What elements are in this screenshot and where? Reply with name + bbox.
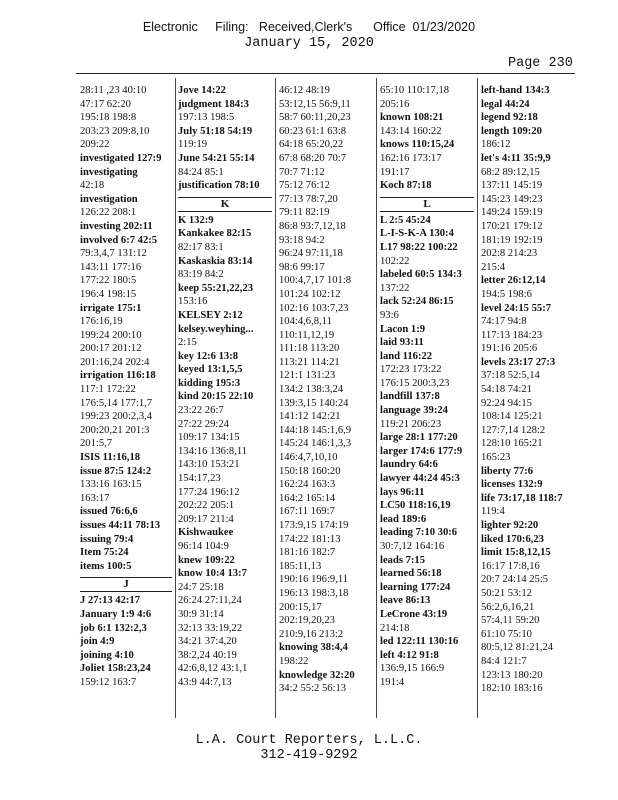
index-headword: keyed 13:1,5,5 [178, 364, 243, 376]
filing-stamp: Electronic Filing: Received,Clerk's Office 01/23/2020 [142, 20, 476, 34]
index-page-refs: 57:4,11 59:20 [481, 615, 540, 627]
index-page-refs: 143:11 177:16 [80, 261, 142, 273]
index-page-refs: 42:6,8,12 43:1,1 [178, 663, 248, 675]
index-page-refs: 199:23 200:2,3,4 [80, 411, 153, 423]
index-page-refs: 102:16 103:7,23 [279, 302, 349, 314]
index-column-1 [80, 84, 172, 690]
index-page-refs: 34:2 55:2 56:13 [279, 683, 347, 695]
index-headword: life 73:17,18 118:7 [481, 492, 563, 504]
index-page-refs: 101:24 102:12 [279, 288, 341, 300]
index-page-refs: 181:16 182:7 [279, 547, 336, 559]
index-page-refs: 119:4 [481, 506, 505, 518]
index-headword: investigating [80, 166, 138, 178]
index-page-refs: 198:22 [279, 655, 309, 667]
section-letter: K [178, 197, 272, 212]
index-page-refs: 165:23 [481, 452, 511, 464]
index-page-refs: 196:4 198:15 [80, 288, 137, 300]
index-page-refs: 191:17 [380, 166, 410, 178]
index-headword: language 39:24 [380, 405, 448, 417]
index-headword: LC50 118:16,19 [380, 500, 451, 512]
index-page-refs: 79:11 82:19 [279, 207, 330, 219]
index-page-refs: 58:7 60:11,20,23 [279, 112, 351, 124]
index-page-refs: 42:18 [80, 180, 105, 192]
index-page-refs: 137:22 [380, 282, 410, 294]
index-headword: land 116:22 [380, 350, 433, 362]
index-headword: January 1:9 4:6 [80, 608, 152, 620]
index-page-refs: 181:19 192:19 [481, 234, 543, 246]
index-page-refs: 119:19 [178, 139, 208, 151]
index-page-refs: 137:11 145:19 [481, 180, 543, 192]
index-page-refs: 145:24 146:1,3,3 [279, 438, 352, 450]
index-page-refs: 176:5,14 177:1,7 [80, 397, 153, 409]
index-headword: leading 7:10 30:6 [380, 527, 458, 539]
index-page-refs: 214:18 [380, 622, 410, 634]
index-page-refs: 127:7,14 128:2 [481, 424, 546, 436]
index-page-refs: 126:22 208:1 [80, 207, 137, 219]
index-page-refs: 146:4,7,10,10 [279, 452, 338, 464]
index-headword: limit 15:8,12,15 [481, 547, 551, 559]
index-page-refs: 203:23 209:8,10 [80, 125, 150, 137]
index-page-refs: 117:13 184:23 [481, 329, 543, 341]
column-divider [275, 78, 276, 718]
index-page-refs: 200:20,21 201:3 [80, 424, 150, 436]
index-headword: liberty 77:6 [481, 465, 534, 477]
index-page-refs: 205:16 [380, 98, 410, 110]
index-headword: let's 4:11 35:9,9 [481, 152, 551, 164]
index-page-refs: 134:2 138:3,24 [279, 384, 344, 396]
index-page-refs: 117:1 172:22 [80, 384, 136, 396]
index-page-refs: 24:7 25:18 [178, 581, 224, 593]
index-page-refs: 53:12,15 56:9,11 [279, 98, 351, 110]
index-headword: legend 92:18 [481, 112, 538, 124]
index-headword: June 54:21 55:14 [178, 152, 255, 164]
index-page-refs: 210:9,16 213:2 [279, 628, 344, 640]
index-headword: irrigate 175:1 [80, 302, 142, 314]
index-headword: job 6:1 132:2,3 [80, 622, 147, 634]
index-page-refs: 177:24 196:12 [178, 486, 240, 498]
index-headword: Lacon 1:9 [380, 323, 426, 335]
deposition-date: January 15, 2020 [244, 36, 374, 51]
index-headword: L-I-S-K-A 130:4 [380, 228, 454, 240]
index-page-refs: 121:1 131:23 [279, 370, 336, 382]
index-page-refs: 182:10 183:16 [481, 683, 543, 695]
index-page-refs: 191:16 205:6 [481, 343, 538, 355]
section-letter: L [380, 197, 474, 212]
index-column-4 [380, 84, 474, 690]
index-headword: led 122:11 130:16 [380, 636, 459, 648]
index-column-5 [481, 84, 577, 696]
index-page-refs: 170:21 179:12 [481, 220, 543, 232]
index-headword: liked 170:6,23 [481, 533, 544, 545]
index-headword: laid 93:11 [380, 337, 424, 349]
index-page-refs: 77:13 78:7,20 [279, 193, 338, 205]
index-headword: kelsey.weyhing... [178, 323, 254, 335]
index-page-refs: 119:21 206:23 [380, 418, 442, 430]
index-page-refs: 16:17 17:8,16 [481, 560, 540, 572]
index-page-refs: 149:24 159:19 [481, 207, 543, 219]
index-headword: knowledge 32:20 [279, 669, 355, 681]
index-page-refs: 92:24 94:15 [481, 397, 532, 409]
index-headword: lead 189:6 [380, 513, 427, 525]
index-page-refs: 202:22 205:1 [178, 500, 235, 512]
index-headword: known 108:21 [380, 112, 444, 124]
index-headword: letter 26:12,14 [481, 275, 546, 287]
index-page-refs: 153:16 [178, 296, 208, 308]
footer-company: L.A. Court Reporters, L.L.C. [195, 733, 423, 748]
index-page-refs: 93:6 [380, 309, 399, 321]
index-headword: lawyer 44:24 45:3 [380, 473, 460, 485]
index-column-2 [178, 84, 272, 690]
index-headword: issue 87:5 124:2 [80, 465, 152, 477]
index-page-refs: 2:15 [178, 337, 197, 349]
index-column-3 [279, 84, 373, 696]
index-headword: licenses 132:9 [481, 479, 543, 491]
index-headword: key 12:6 13:8 [178, 350, 239, 362]
index-page-refs: 83:19 84:2 [178, 269, 224, 281]
index-headword: larger 174:6 177:9 [380, 445, 463, 457]
index-page-refs: 159:12 163:7 [80, 676, 137, 688]
page-number: Page 230 [508, 56, 573, 71]
index-page-refs: 84:4 121:7 [481, 655, 527, 667]
index-page-refs: 202:19,20,23 [279, 615, 335, 627]
index-headword: issued 76:6,6 [80, 506, 138, 518]
index-headword: K 132:9 [178, 214, 214, 226]
index-page-refs: 79:3,4,7 131:12 [80, 248, 147, 260]
index-page-refs: 23:22 26:7 [178, 405, 224, 417]
index-page-refs: 174:22 181:13 [279, 533, 341, 545]
index-page-refs: 190:16 196:9,11 [279, 574, 349, 586]
index-page-refs: 54:18 74:21 [481, 384, 532, 396]
index-headword: Kankakee 82:15 [178, 228, 252, 240]
index-page-refs: 98:6 99:17 [279, 261, 325, 273]
index-page-refs: 102:22 [380, 255, 410, 267]
index-page-refs: 173:9,15 174:19 [279, 520, 349, 531]
index-page-refs: 195:18 198:8 [80, 112, 137, 124]
index-headword: learning 177:24 [380, 581, 451, 593]
index-headword: knowing 38:4,4 [279, 642, 348, 654]
index-headword: irrigation 116:18 [80, 370, 156, 382]
index-headword: Item 75:24 [80, 547, 129, 559]
index-page-refs: 37:18 52:5,14 [481, 370, 540, 382]
section-letter: J [80, 577, 172, 592]
index-page-refs: 27:22 29:24 [178, 418, 229, 430]
index-headword: landfill 137:8 [380, 391, 440, 403]
index-headword: left-hand 134:3 [481, 85, 550, 96]
index-page-refs: 50:21 53:12 [481, 587, 532, 599]
column-divider [477, 78, 478, 718]
index-page-refs: 113:21 114:21 [279, 356, 340, 368]
index-headword: joining 4:10 [80, 649, 134, 661]
index-page-refs: 74:17 94:8 [481, 316, 527, 328]
index-page-refs: 176:15 200:3,23 [380, 377, 450, 389]
index-page-refs: 56:2,6,16,21 [481, 601, 535, 613]
index-page-refs: 128:10 165:21 [481, 438, 543, 450]
index-headword: kind 20:15 22:10 [178, 391, 254, 403]
index-headword: laundry 64:6 [380, 459, 438, 471]
top-rule [76, 73, 575, 74]
index-headword: level 24:15 55:7 [481, 302, 552, 314]
index-page-refs: 172:23 173:22 [380, 364, 442, 376]
index-page-refs: 145:23 149:23 [481, 193, 543, 205]
index-headword: Kishwaukee [178, 527, 234, 539]
index-headword: keep 55:21,22,23 [178, 282, 254, 294]
index-page-refs: 60:23 61:1 63:8 [279, 125, 347, 137]
index-page-refs: 28:11 ,23 40:10 [80, 85, 147, 96]
index-headword: lays 96:11 [380, 486, 425, 498]
index-headword: kidding 195:3 [178, 377, 241, 389]
index-page-refs: 200:15,17 [279, 601, 322, 613]
index-page-refs: 199:24 200:10 [80, 329, 142, 341]
index-headword: July 51:18 54:19 [178, 125, 253, 137]
index-page-refs: 154:17,23 [178, 473, 221, 485]
index-page-refs: 108:14 125:21 [481, 411, 543, 423]
index-headword: lack 52:24 86:15 [380, 296, 454, 308]
index-page-refs: 162:16 173:17 [380, 152, 442, 164]
index-page-refs: 164:2 165:14 [279, 492, 336, 504]
index-headword: ISIS 11:16,18 [80, 452, 141, 464]
index-page-refs: 82:17 83:1 [178, 241, 224, 253]
index-page-refs: 32:13 33:19,22 [178, 622, 243, 634]
index-page-refs: 197:13 198:5 [178, 112, 235, 124]
index-page-refs: 196:13 198:3,18 [279, 587, 349, 599]
index-page-refs: 177:22 180:5 [80, 275, 137, 287]
index-page-refs: 162:24 163:3 [279, 479, 336, 491]
index-page-refs: 75:12 76:12 [279, 180, 330, 192]
index-page-refs: 84:24 85:1 [178, 166, 224, 178]
index-page-refs: 133:16 163:15 [80, 479, 142, 491]
index-headword: items 100:5 [80, 560, 132, 572]
index-page-refs: 201:5,7 [80, 438, 113, 450]
index-page-refs: 163:17 [80, 492, 110, 504]
index-page-refs: 65:10 110:17,18 [380, 85, 450, 96]
index-headword: join 4:9 [80, 636, 115, 648]
index-page-refs: 185:11,13 [279, 560, 322, 572]
index-page-refs: 80:5,12 81:21,24 [481, 642, 554, 654]
index-headword: judgment 184:3 [178, 98, 249, 110]
index-page-refs: 144:18 145:1,6,9 [279, 424, 352, 436]
index-page-refs: 167:11 169:7 [279, 506, 335, 518]
index-headword: Jove 14:22 [178, 85, 226, 96]
index-page-refs: 136:9,15 166:9 [380, 663, 445, 675]
index-headword: justification 78:10 [178, 180, 260, 192]
footer-phone: 312-419-9292 [260, 748, 358, 763]
index-headword: LeCrone 43:19 [380, 608, 448, 620]
index-headword: leads 7:15 [380, 554, 426, 566]
index-page-refs: 96:24 97:11,18 [279, 248, 343, 260]
index-headword: Koch 87:18 [380, 180, 432, 192]
index-headword: large 28:1 177:20 [380, 432, 458, 444]
index-headword: knows 110:15,24 [380, 139, 455, 151]
column-divider [376, 78, 377, 718]
index-page-refs: 201:16,24 202:4 [80, 356, 150, 368]
index-page-refs: 134:16 136:8,11 [178, 445, 248, 457]
index-headword: Joliet 158:23,24 [80, 663, 151, 675]
index-page-refs: 209:17 211:4 [178, 513, 234, 525]
index-page-refs: 46:12 48:19 [279, 85, 330, 96]
index-page-refs: 150:18 160:20 [279, 465, 341, 477]
index-headword: investigation [80, 193, 138, 205]
index-page-refs: 47:17 62:20 [80, 98, 131, 110]
index-page-refs: 30:9 31:14 [178, 608, 224, 620]
index-headword: involved 6:7 42:5 [80, 234, 158, 246]
index-page-refs: 109:17 134:15 [178, 432, 240, 444]
index-page-refs: 86:8 93:7,12,18 [279, 220, 346, 232]
index-page-refs: 67:8 68:20 70:7 [279, 152, 347, 164]
index-page-refs: 194:5 198:6 [481, 288, 532, 300]
index-page-refs: 38:2,24 40:19 [178, 649, 237, 661]
index-page-refs: 93:18 94:2 [279, 234, 325, 246]
column-divider [175, 78, 176, 718]
index-headword: labeled 60:5 134:3 [380, 269, 462, 281]
index-page-refs: 123:13 180:20 [481, 669, 543, 681]
index-page-refs: 34:21 37:4,20 [178, 636, 237, 648]
index-headword: issuing 79:4 [80, 533, 134, 545]
index-headword: knew 109:22 [178, 554, 235, 566]
index-page-refs: 143:10 153:21 [178, 459, 240, 471]
index-page-refs: 43:9 44:7,13 [178, 676, 232, 688]
index-page-refs: 186:12 [481, 139, 511, 151]
index-page-refs: 143:14 160:22 [380, 125, 442, 137]
index-headword: learned 56:18 [380, 568, 442, 580]
index-page-refs: 61:10 75:10 [481, 628, 532, 640]
index-page-refs: 70:7 71:12 [279, 166, 325, 178]
index-headword: KELSEY 2:12 [178, 309, 243, 321]
index-page-refs: 191:4 [380, 676, 405, 688]
index-headword: leave 86:13 [380, 595, 431, 607]
index-headword: legal 44:24 [481, 98, 530, 110]
index-page-refs: 202:8 214:23 [481, 248, 538, 260]
index-page-refs: 100:4,7,17 101:8 [279, 275, 352, 287]
index-page-refs: 96:14 104:9 [178, 541, 229, 552]
index-page-refs: 110:11,12,19 [279, 329, 335, 341]
index-headword: investigated 127:9 [80, 152, 162, 164]
index-headword: levels 23:17 27:3 [481, 356, 556, 368]
index-page-refs: 139:3,15 140:24 [279, 397, 349, 409]
index-headword: L 2:5 45:24 [380, 214, 431, 226]
index-headword: left 4:12 91:8 [380, 649, 439, 661]
index-page-refs: 64:18 65:20,22 [279, 139, 344, 151]
index-headword: Kaskaskia 83:14 [178, 255, 253, 267]
index-page-refs: 209:22 [80, 139, 110, 151]
index-headword: J 27:13 42:17 [80, 595, 141, 607]
index-page-refs: 104:4,6,8,11 [279, 316, 332, 328]
index-page-refs: 141:12 142:21 [279, 411, 341, 423]
index-headword: investing 202:11 [80, 220, 153, 232]
index-headword: length 109:20 [481, 125, 542, 137]
index-headword: L17 98:22 100:22 [380, 241, 458, 253]
index-page-refs: 68:2 89:12,15 [481, 166, 540, 178]
index-headword: issues 44:11 78:13 [80, 520, 161, 531]
index-page-refs: 111:18 113:20 [279, 343, 340, 355]
index-page-refs: 215:4 [481, 261, 506, 273]
index-headword: lighter 92:20 [481, 520, 539, 531]
index-headword: know 10:4 13:7 [178, 568, 247, 580]
index-page-refs: 20:7 24:14 25:5 [481, 574, 549, 586]
index-page-refs: 26:24 27:11,24 [178, 595, 242, 607]
index-page-refs: 176:16,19 [80, 316, 123, 328]
index-page-refs: 200:17 201:12 [80, 343, 142, 355]
index-page-refs: 30:7,12 164:16 [380, 541, 445, 552]
